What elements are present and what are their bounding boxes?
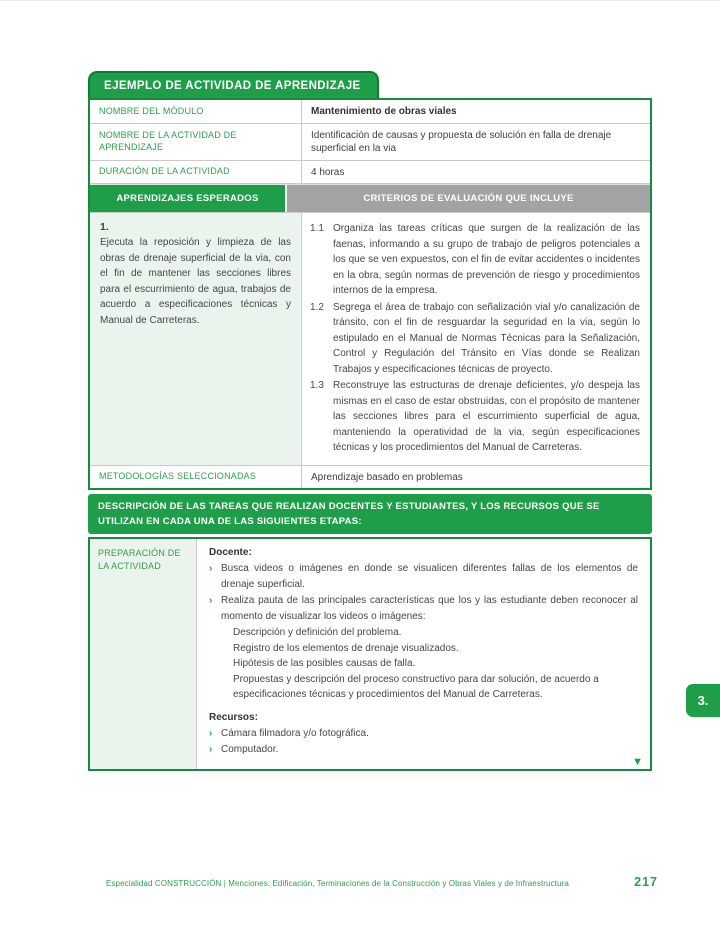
bullet-text: Busca videos o imágenes en donde se visualicen diferentes fallas de los elementos de drenaje superficial.: [221, 563, 638, 590]
preparation-tasks-cell: [197, 539, 650, 769]
bullet-text: Cámara filmadora y/o fotográfica.: [221, 727, 369, 739]
list-item: [209, 726, 638, 742]
criteria-item: [310, 300, 640, 378]
criteria-text: Reconstruye las estructuras de drenaje deficientes, y/o despeja las mismas en el caso de estar obstruidas, con el propósito de mantener las secciones libres para el escurrimiento superficial de agua, manteniendo la operatividad de la via, según especificaciones técnicas y los procedimientos del Manual de Carreteras.: [333, 380, 640, 453]
recursos-heading: Recursos:: [209, 711, 258, 723]
docente-heading: Docente:: [209, 547, 252, 559]
column-header-criterios: CRITERIOS DE EVALUACIÓN QUE INCLUYE: [287, 185, 650, 212]
learning-item-number: 1.: [100, 221, 109, 233]
row-value-duracion: 4 horas: [311, 166, 345, 178]
criteria-number: 1.2: [310, 301, 324, 313]
row-label-actividad: NOMBRE DE LA ACTIVIDAD DE APRENDIZAJE: [90, 124, 302, 160]
evaluation-criteria-cell: [302, 213, 650, 465]
page-footer: [88, 875, 658, 889]
page-title: EJEMPLO DE ACTIVIDAD DE APRENDIZAJE: [88, 71, 379, 98]
sub-list-item: Hipótesis de las posibles causas de falla.: [233, 658, 416, 670]
table-row: [90, 161, 650, 185]
table-row: [90, 466, 650, 489]
column-headers-row: [90, 184, 650, 213]
page-content: [88, 71, 652, 771]
criteria-number: 1.1: [310, 223, 324, 234]
learning-item-text: Ejecuta la reposición y limpieza de las obras de drenaje superficial de la via, con el fin de mantener las secciones libres para el escurrimiento de agua, trabajos de acuerdo a especificaciones técnicas y Manual de Carreteras.: [100, 237, 291, 326]
bullet-icon: ›: [209, 744, 213, 756]
bullet-icon: ›: [209, 727, 213, 739]
preparation-row: [90, 539, 650, 769]
continuation-arrow-icon: ▼: [632, 755, 643, 768]
bullet-icon: ›: [209, 563, 213, 575]
criteria-number: 1.3: [310, 380, 324, 391]
row-label-metodologias: METODOLOGÍAS SELECCIONADAS: [90, 466, 302, 489]
sub-list-item: Propuestas y descripción del proceso constructivo para dar solución, de acuerdo a especificaciones técnicas y procedimientos del Manual de Carreteras.: [233, 673, 599, 701]
row-label-modulo: NOMBRE DEL MÓDULO: [90, 100, 302, 123]
activity-table: [88, 98, 652, 490]
preparation-label: PREPARACIÓN DE LA ACTIVIDAD: [90, 539, 197, 769]
page-number: 217: [634, 875, 658, 889]
list-item: [209, 593, 638, 624]
footer-text: Especialidad CONSTRUCCIÓN | Menciones: Edificación, Terminaciones de la Construcción y Obras Viales y de Infraestructura: [106, 879, 569, 888]
criteria-text: Organiza las tareas críticas que surgen de la realización de las faenas, informando a su grupo de trabajo de peligros potenciales a los que se ven expuestos, con el fin de evitar accidentes o incidentes en la obra, según normas de prevención de riesgo y procedimientos internos de la empresa.: [333, 223, 640, 296]
criteria-text: Segrega el área de trabajo con señalización vial y/o canalización de tránsito, con el fin de resguardar la seguridad en la via, según lo estipulado en el Manual de Normas Técnicas para la Señalización, Control y Regulación del Tránsito en Vías donde se Realizan Trabajos y especificaciones técnicas de proyecto.: [333, 301, 640, 375]
criteria-item: [310, 221, 640, 299]
table-row: [90, 124, 650, 161]
list-item: [209, 561, 638, 592]
bullet-text: Realiza pauta de las principales características que los y las estudiante deben reconocer al momento de visualizar los videos o imágenes:: [221, 595, 638, 622]
learning-content-row: [90, 213, 650, 466]
table-row: [90, 100, 650, 124]
expected-learning-cell: [90, 213, 302, 465]
sub-list-item: Descripción y definición del problema.: [233, 627, 402, 639]
chapter-tab: 3.: [686, 684, 720, 717]
preparation-table: [88, 537, 652, 771]
row-value-metodologias: Aprendizaje basado en problemas: [311, 471, 463, 483]
bullet-icon: ›: [209, 595, 213, 607]
row-value-actividad: Identificación de causas y propuesta de solución en falla de drenaje superficial en la via: [311, 129, 612, 154]
sub-list-item: Registro de los elementos de drenaje visualizados.: [233, 642, 459, 654]
description-banner: DESCRIPCIÓN DE LAS TAREAS QUE REALIZAN DOCENTES Y ESTUDIANTES, Y LOS RECURSOS QUE SE UTILIZAN EN CADA UNA DE LAS SIGUIENTES ETAPAS:: [88, 494, 652, 534]
bullet-text: Computador.: [221, 744, 279, 756]
criteria-item: [310, 378, 640, 456]
list-item: [209, 742, 638, 758]
row-value-modulo: Mantenimiento de obras viales: [311, 106, 457, 117]
column-header-aprendizajes: APRENDIZAJES ESPERADOS: [90, 185, 285, 212]
row-label-duracion: DURACIÓN DE LA ACTIVIDAD: [90, 161, 302, 184]
resources-block: [209, 712, 638, 758]
